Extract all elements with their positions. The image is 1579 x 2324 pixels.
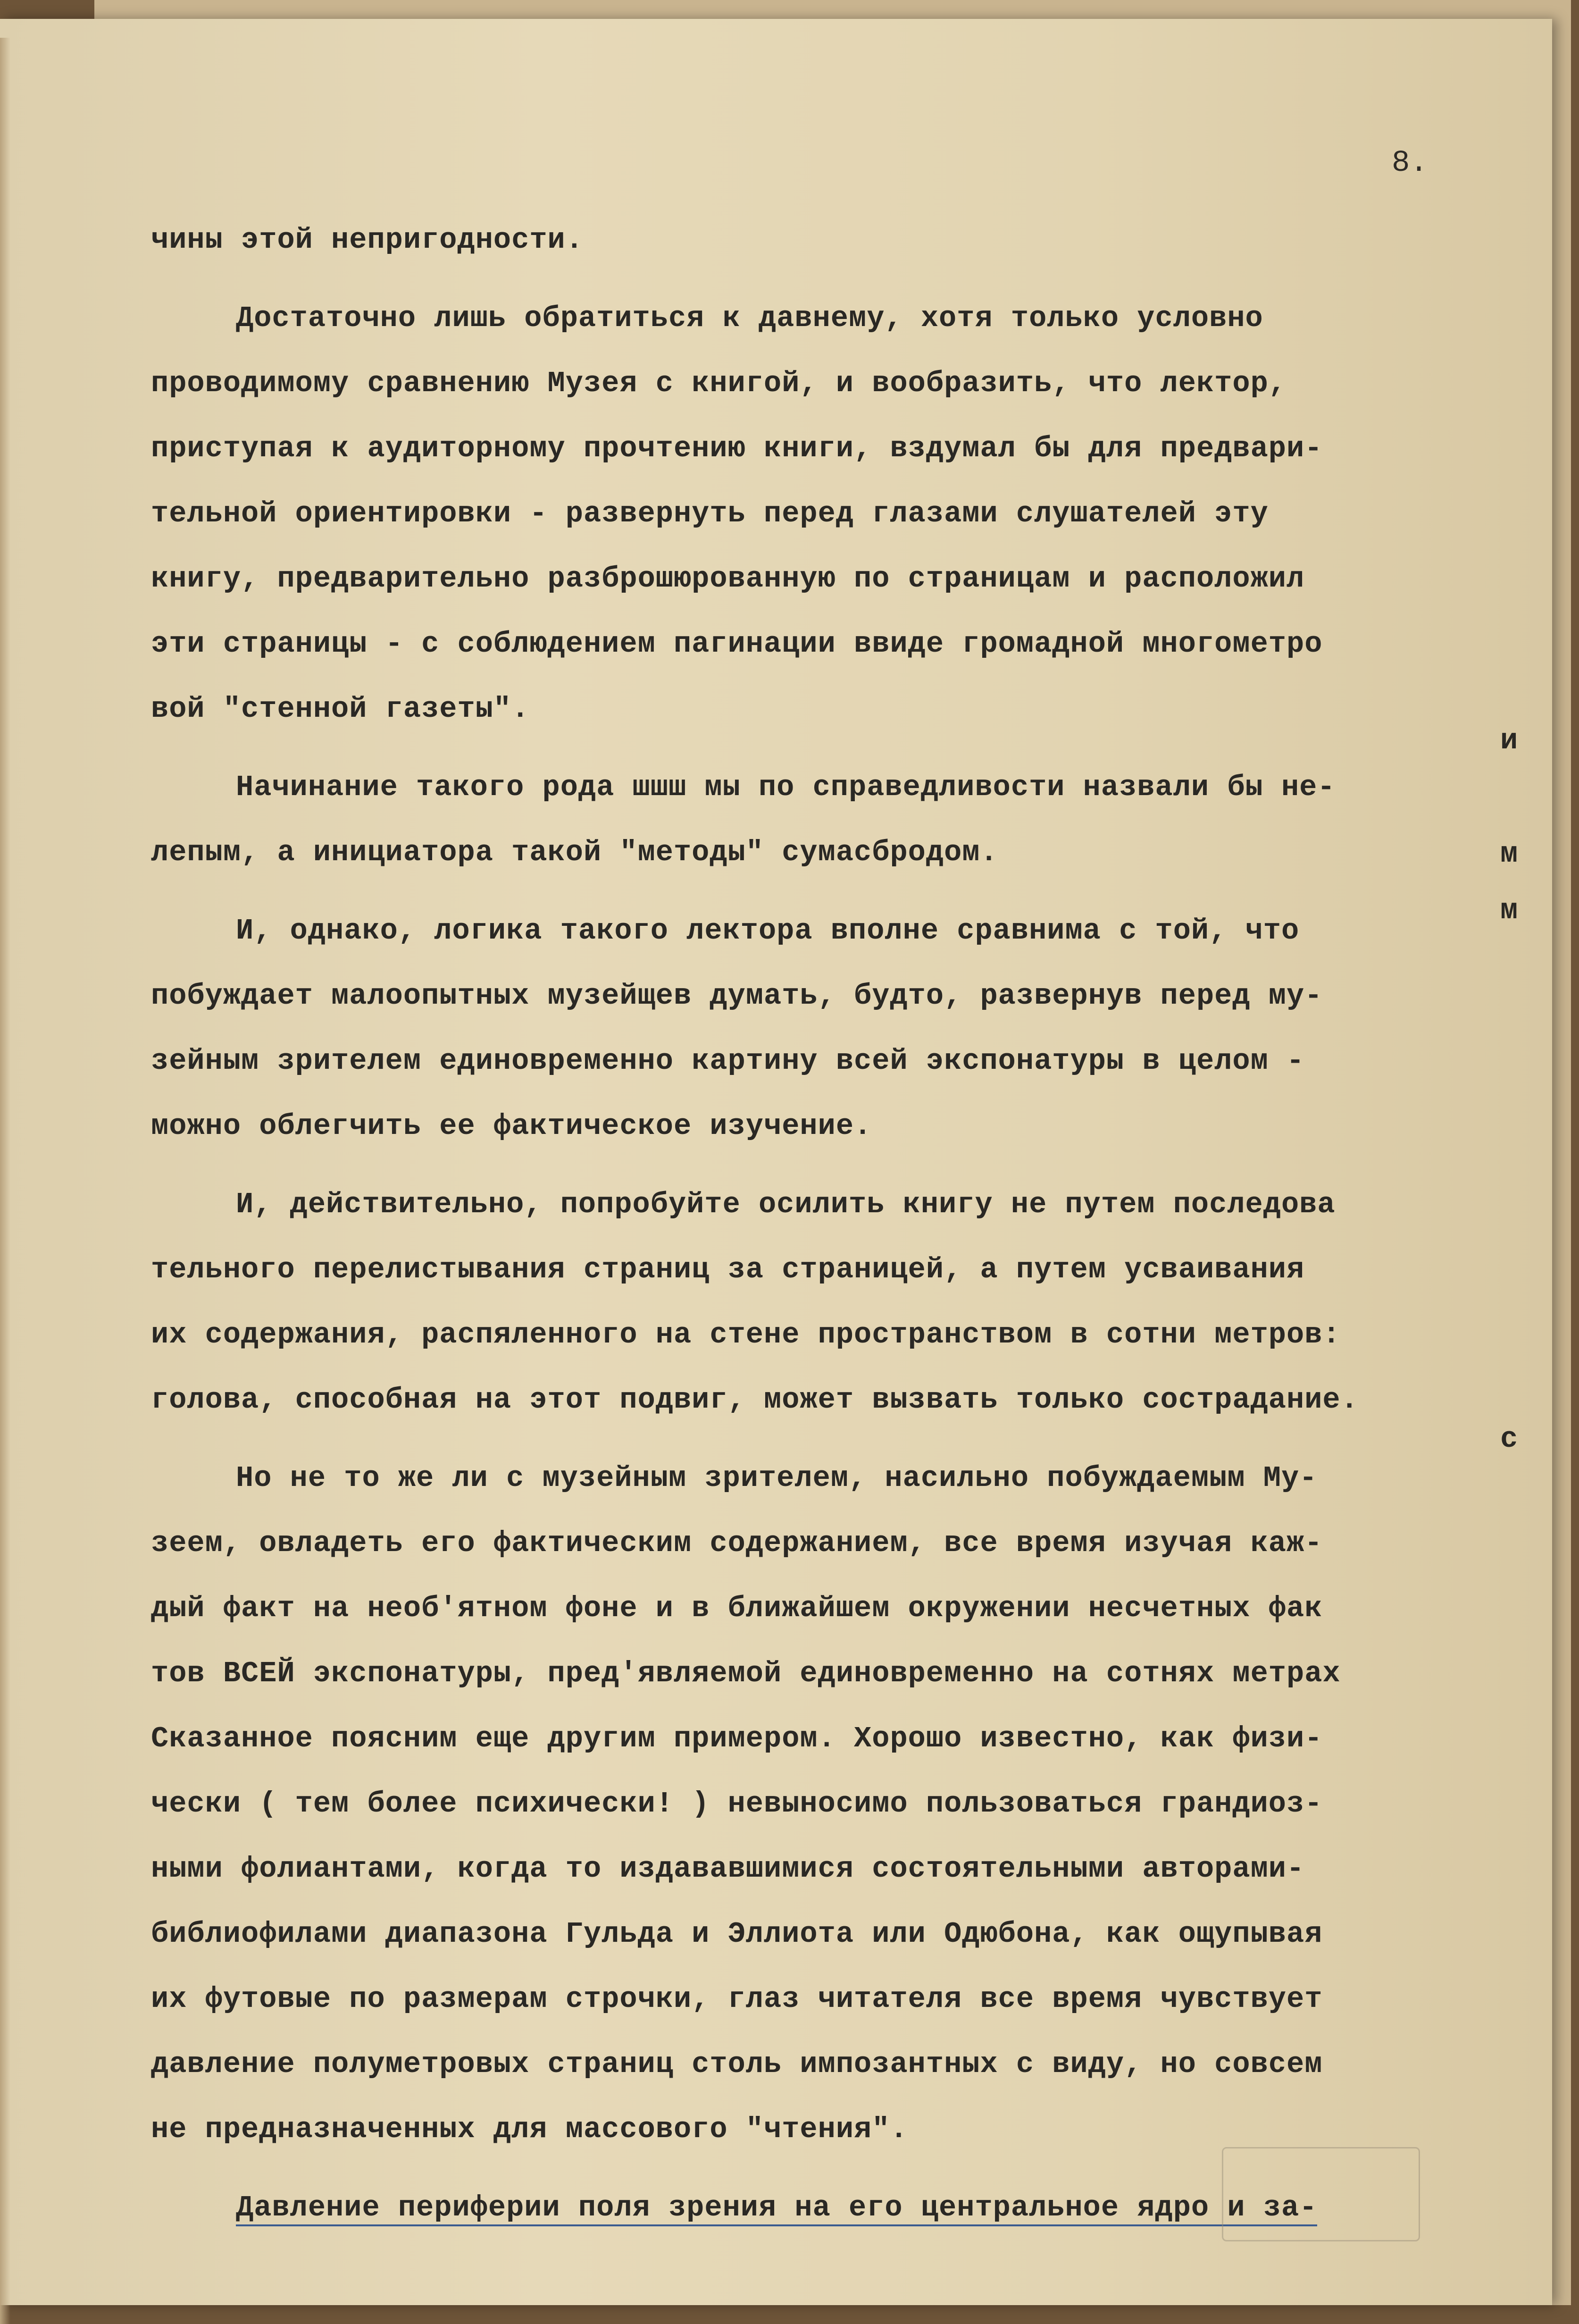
text-line [151,1902,1519,1967]
archive-stamp [1222,2147,1420,2241]
text-line [151,208,1519,273]
text-line-content: вой "стенной газеты". [151,692,530,726]
text-line [151,964,1519,1029]
text-line-content: проводимому сравнению Музея с книгой, и вообразить, что лектор, [151,367,1287,400]
margin-mark: м [1500,894,1518,927]
text-line-content: голова, способная на этот подвиг, может вызвать только сострадание. [151,1383,1359,1417]
text-line [151,1967,1519,2032]
text-line-content: тов ВСЕЙ экспонатуры, пред'являемой единовременно на сотнях метрах [151,1657,1341,1690]
text-line [151,1446,1519,1511]
text-line [151,755,1519,820]
text-line [151,1511,1519,1576]
text-line [151,1302,1519,1368]
text-line-content: книгу, предварительно разброшюрованную по страницам и расположил [151,562,1305,596]
text-line [151,1029,1519,1094]
text-line-content: Но не то же ли с музейным зрителем, насильно побуждаемым Му- [236,1461,1318,1495]
text-line-content: тельной ориентировки - развернуть перед глазами слушателей эту [151,497,1269,530]
text-line [151,820,1519,885]
text-line [151,286,1519,351]
text-line-content: ными фолиантами, когда то издававшимися состоятельными авторами- [151,1852,1305,1886]
body-text [151,208,1519,2240]
text-line [151,1837,1519,1902]
margin-mark: и [1500,724,1518,757]
text-line-content: лепым, а инициатора такой "методы" сумасбродом. [151,836,998,869]
text-line-content: И, однако, логика такого лектора вполне сравнима с той, что [236,914,1300,948]
text-line-content: Достаточно лишь обратиться к давнему, хотя только условно [236,302,1263,335]
text-line-content: библиофилами диапазона Гульда и Эллиота или Одюбона, как ощупывая [151,1917,1323,1951]
text-line [151,351,1519,416]
text-line [151,546,1519,612]
text-line-content: чески ( тем более психически! ) невыносимо пользоваться грандиоз- [151,1787,1323,1821]
text-line [151,481,1519,546]
text-line [151,1172,1519,1237]
page-number: 8. [1392,146,1428,180]
text-line [151,1368,1519,1433]
text-line-content: тельного перелистывания страниц за страницей, а путем усваивания [151,1253,1305,1286]
text-line-content: побуждает малоопытных музейщев думать, будто, развернув перед му- [151,979,1323,1013]
text-line [151,1706,1519,1771]
text-line-content: можно облегчить ее фактическое изучение. [151,1109,872,1143]
text-line-content: Начинание такого рода шшш мы по справедливости назвали бы не- [236,771,1336,804]
text-line-content: эти страницы - с соблюдением пагинации ввиде громадной многометро [151,627,1323,661]
text-line-content: чины этой непригодности. [151,223,584,257]
text-line-content: зейным зрителем единовременно картину всей экспонатуры в целом - [151,1044,1305,1078]
typewritten-page [0,19,1552,2305]
text-line [151,416,1519,481]
margin-mark: м [1500,837,1518,871]
text-line-content: Давление периферии поля зрения на его центральное ядро и за- [236,2191,1317,2226]
text-line [151,677,1519,742]
text-line [151,1094,1519,1159]
text-line [151,612,1519,677]
text-line [151,1576,1519,1641]
text-line-content: не предназначенных для массового "чтения". [151,2113,908,2146]
margin-mark: с [1500,1422,1518,1456]
text-line [151,1771,1519,1837]
text-line [151,898,1519,964]
text-line-content: зеем, овладеть его фактическим содержанием, все время изучая каж- [151,1527,1323,1560]
text-line [151,2032,1519,2097]
text-line-content: приступая к аудиторному прочтению книги, вздумал бы для предвари- [151,432,1323,465]
text-line-content: давление полуметровых страниц столь импозантных с виду, но совсем [151,2047,1323,2081]
text-line-content: Сказанное поясним еще другим примером. Хорошо известно, как физи- [151,1722,1323,1755]
text-line-content: их содержания, распяленного на стене пространством в сотни метров: [151,1318,1341,1351]
text-line-content: дый факт на необ'ятном фоне и в ближайшем окружении несчетных фак [151,1592,1323,1625]
text-line [151,1237,1519,1302]
text-line-content: их футовые по размерам строчки, глаз читателя все время чувствует [151,1982,1323,2016]
text-line [151,1641,1519,1706]
text-line-content: И, действительно, попробуйте осилить книгу не путем последова [236,1188,1336,1221]
page-edge [0,38,10,2324]
